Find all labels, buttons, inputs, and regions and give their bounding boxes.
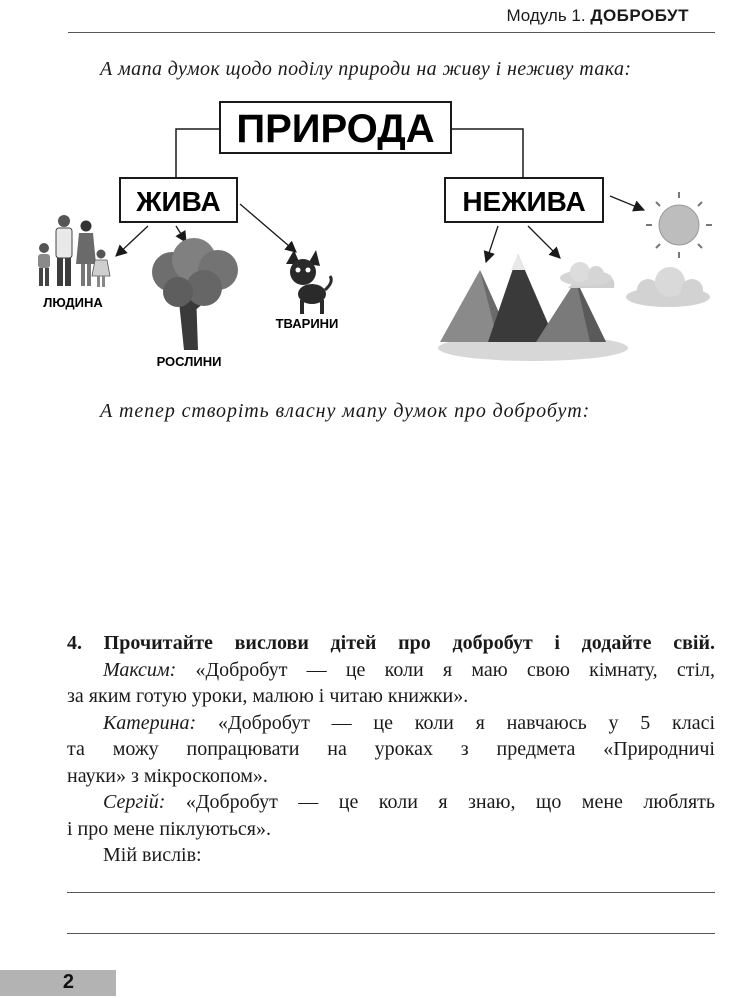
plants-label: РОСЛИНИ	[156, 354, 222, 369]
nature-mind-map	[28, 92, 728, 392]
header-rule	[68, 32, 715, 33]
arrow-to-sun	[610, 196, 644, 210]
my-saying-label: Мій вислів:	[103, 844, 202, 866]
quote-text: «Добробут — це коли я навчаюсь у 5 класі	[217, 711, 715, 734]
module-label: Модуль 1.	[506, 6, 586, 25]
speaker-serhii: Сергій:	[103, 791, 166, 813]
arrow-to-mountain-right	[528, 226, 560, 258]
tree-icon	[152, 238, 238, 350]
running-head	[506, 6, 689, 26]
quote-text: «Добробут — це коли я знаю, що мене люблять	[185, 791, 716, 813]
page-number: 2	[62, 971, 74, 993]
cloud-icon	[626, 267, 710, 307]
prompt-text: А тепер створіть власну мапу думок про добробут:	[100, 400, 591, 422]
page-header	[0, 0, 715, 34]
quote-kateryna-line-3: науки» з мікроскопом».	[67, 764, 268, 787]
arrow-to-people	[116, 226, 148, 256]
task-4	[67, 630, 715, 869]
page-number-tab	[0, 970, 116, 996]
dog-icon	[286, 250, 331, 314]
sun-icon	[646, 192, 712, 258]
intro-text: А мапа думок щодо поділу природи на живу і неживу така:	[100, 58, 632, 80]
animals-label: ТВАРИНИ	[275, 316, 339, 331]
people-label: ЛЮДИНА	[43, 295, 103, 310]
quote-maksym-line-2: за яким готую уроки, малюю і читаю книжки».	[67, 685, 469, 707]
arrow-to-plants	[176, 226, 186, 242]
root-right-connector	[451, 129, 523, 178]
quote-kateryna-line-1	[67, 710, 715, 737]
quote-kateryna-line-2: та можу попрацювати на уроках з предмета «Природничі	[67, 738, 715, 760]
arrow-to-animals	[240, 204, 296, 252]
answer-line-2[interactable]	[67, 933, 715, 934]
quote-serhii-line-2: і про мене піклуються».	[67, 817, 271, 840]
nonliving-label: НЕЖИВА	[462, 186, 586, 217]
quote-maksym-line-1	[67, 657, 715, 684]
quote-serhii-line-1	[67, 789, 715, 816]
speaker-kateryna: Катерина:	[103, 711, 197, 734]
small-cloud-icon	[560, 262, 612, 286]
speaker-maksym: Максим:	[103, 658, 177, 681]
answer-line-1[interactable]	[67, 892, 715, 893]
family-icon	[38, 215, 110, 287]
root-label: ПРИРОДА	[236, 107, 435, 151]
arrow-to-mountain-left	[486, 226, 498, 262]
living-label: ЖИВА	[136, 186, 221, 217]
chapter-name: ДОБРОБУТ	[590, 6, 689, 25]
task-title: 4. Прочитайте вислови дітей про добробут і додайте свій.	[67, 632, 715, 654]
root-left-connector	[176, 129, 220, 178]
quote-text: «Добробут — це коли я маю свою кімнату, стіл,	[195, 658, 715, 681]
